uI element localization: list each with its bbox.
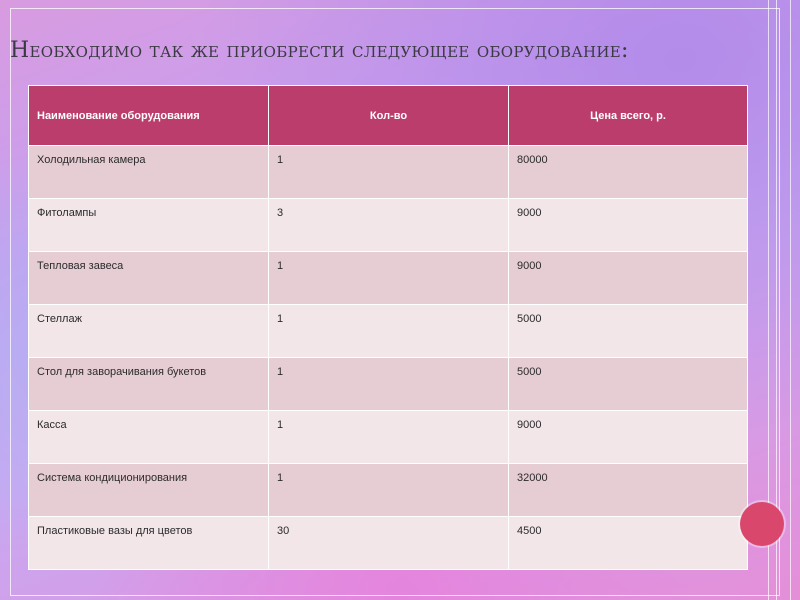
cell-equipment-name: Тепловая завеса — [29, 252, 269, 305]
cell-total-price: 5000 — [509, 305, 748, 358]
cell-quantity: 1 — [269, 252, 509, 305]
cell-equipment-name: Фитолампы — [29, 199, 269, 252]
cell-quantity: 1 — [269, 358, 509, 411]
slide-title: Необходимо так же приобрести следующее оборудование: — [10, 38, 629, 63]
table-row — [29, 305, 748, 358]
cell-quantity: 1 — [269, 305, 509, 358]
cell-equipment-name: Пластиковые вазы для цветов — [29, 517, 269, 570]
cell-total-price: 5000 — [509, 358, 748, 411]
table-row — [29, 199, 748, 252]
cell-total-price: 4500 — [509, 517, 748, 570]
cell-equipment-name: Стеллаж — [29, 305, 269, 358]
header-quantity: Кол-во — [269, 86, 509, 146]
decorative-circle — [740, 502, 784, 546]
table-row — [29, 252, 748, 305]
equipment-table — [28, 85, 748, 570]
cell-total-price: 9000 — [509, 252, 748, 305]
table-row — [29, 358, 748, 411]
table-row — [29, 517, 748, 570]
cell-equipment-name: Касса — [29, 411, 269, 464]
table-row — [29, 411, 748, 464]
cell-total-price: 80000 — [509, 146, 748, 199]
cell-total-price: 32000 — [509, 464, 748, 517]
cell-equipment-name: Холодильная камера — [29, 146, 269, 199]
cell-equipment-name: Стол для заворачивания букетов — [29, 358, 269, 411]
cell-quantity: 1 — [269, 464, 509, 517]
cell-quantity: 3 — [269, 199, 509, 252]
cell-equipment-name: Система кондиционирования — [29, 464, 269, 517]
decorative-line — [790, 0, 791, 600]
table-row — [29, 464, 748, 517]
cell-quantity: 1 — [269, 411, 509, 464]
table-header-row — [29, 86, 748, 146]
table-row — [29, 146, 748, 199]
equipment-table-container — [28, 85, 747, 570]
cell-total-price: 9000 — [509, 411, 748, 464]
header-total-price: Цена всего, р. — [509, 86, 748, 146]
cell-total-price: 9000 — [509, 199, 748, 252]
cell-quantity: 30 — [269, 517, 509, 570]
cell-quantity: 1 — [269, 146, 509, 199]
header-equipment-name: Наименование оборудования — [29, 86, 269, 146]
